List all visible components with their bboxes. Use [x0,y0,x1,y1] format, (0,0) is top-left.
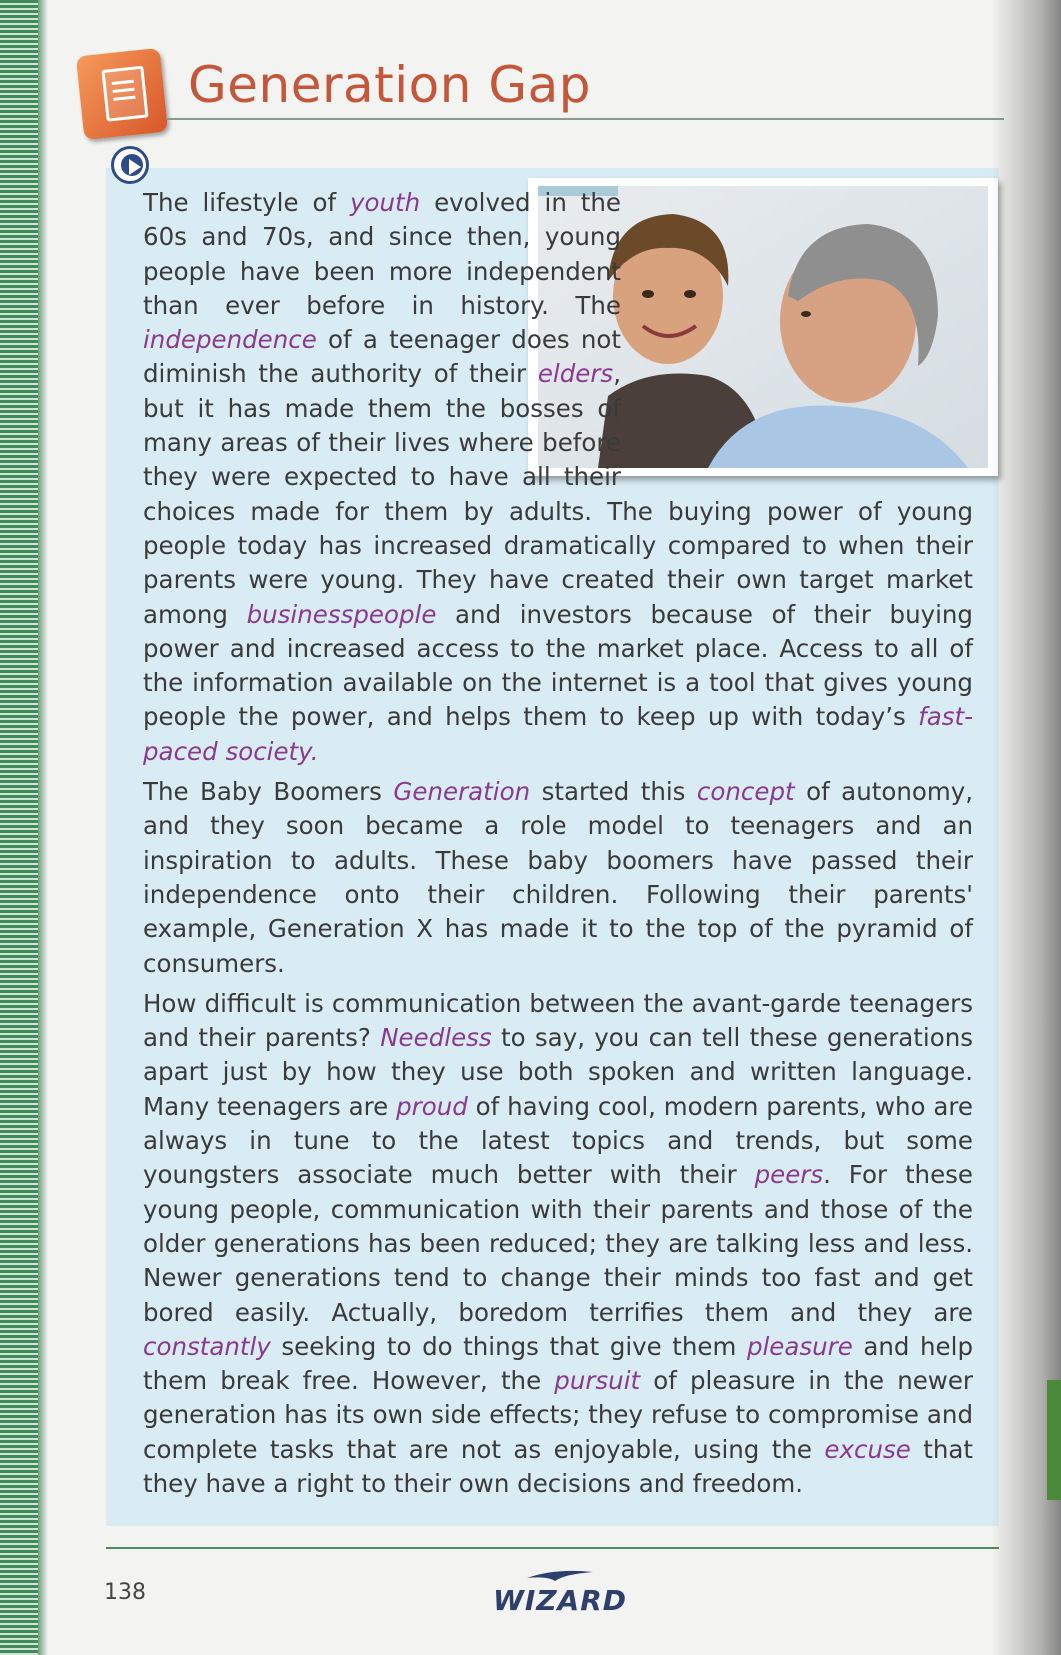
text-run: The lifestyle of [143,188,351,217]
wing-icon [525,1568,595,1582]
binding-edge [38,0,48,1655]
publisher-logo [480,1568,640,1617]
text-run: started this [530,777,697,807]
paragraph-2 [143,775,973,981]
keyword: concept [696,777,795,807]
footer-divider [106,1547,999,1549]
text-run: , but it has made them the bosses of many areas of their lives where before they were expected to have all their choices made for them by adults. The buying power of young people today has increased dramatically compared to when their parents were young. They have created their own target market among [143,359,973,629]
text-run: The Baby Boomers [143,777,394,807]
keyword: businesspeople [246,599,437,629]
book-binding-stripe [0,0,38,1655]
keyword: Needless [380,1023,492,1053]
keyword: peers [754,1160,824,1190]
keyword: fast-paced society. [143,702,973,766]
title-divider [166,118,1004,120]
text-run: evolved in the 60s and 70s, and since then, young people have been more independent than ever before in history. The [143,188,621,320]
text-run: of a teenager does not diminish the authority of their [143,325,621,389]
publisher-name: WIZARD [492,1584,628,1617]
keyword: elders [537,359,614,389]
text-run: of autonomy, and they soon became a role model to teenagers and an inspiration to adults. These baby boomers have passed their independence onto their children. Following their parents' example, Generation X has made it to the top of the pyramid of consumers. [143,777,973,978]
text-run: How difficult is communication between the avant-garde teenagers and their parents? [143,988,973,1053]
play-icon[interactable] [111,146,149,184]
page-edge-tab [1047,1380,1061,1500]
keyword: pursuit [554,1366,641,1396]
text-run: of having cool, modern parents, who are always in tune to the latest topics and trends, but some youngsters associate much better with their [143,1091,973,1190]
keyword: pleasure [746,1331,853,1361]
page-title: Generation Gap [188,56,591,114]
paragraph-3 [143,987,973,1501]
page-number: 138 [104,1580,146,1605]
text-run: and investors because of their buying power and increased access to the market place. Access to all of the information available on the internet is a tool that gives young people the power, and helps them to keep up with today’s [143,599,973,732]
text-run: and help them break free. However, the [143,1331,973,1396]
keyword: independence [143,325,317,355]
keyword: proud [396,1091,468,1121]
article-body [143,186,973,1507]
text-run: that they have a right to their own decisions and freedom. [143,1434,974,1498]
text-run: seeking to do things that give them [270,1331,747,1361]
document-icon [76,48,168,140]
photo-spacer [621,186,973,486]
text-run: . For these young people, communication with their parents and those of the older generations has been reduced; they are talking less and less. Newer generations tend to change their minds too fast and get bored easily. Actually, boredom terrifies them and they are [143,1160,973,1327]
text-run: to say, you can tell these generations apart just by how they use both spoken and written language. Many teenagers are [143,1023,973,1121]
text-run: of pleasure in the newer generation has its own side effects; they refuse to compromise and complete tasks that are not as enjoyable, using the [143,1366,973,1464]
keyword: excuse [824,1434,911,1464]
keyword: Generation [393,777,531,807]
keyword: constantly [143,1331,271,1361]
keyword: youth [350,188,421,217]
